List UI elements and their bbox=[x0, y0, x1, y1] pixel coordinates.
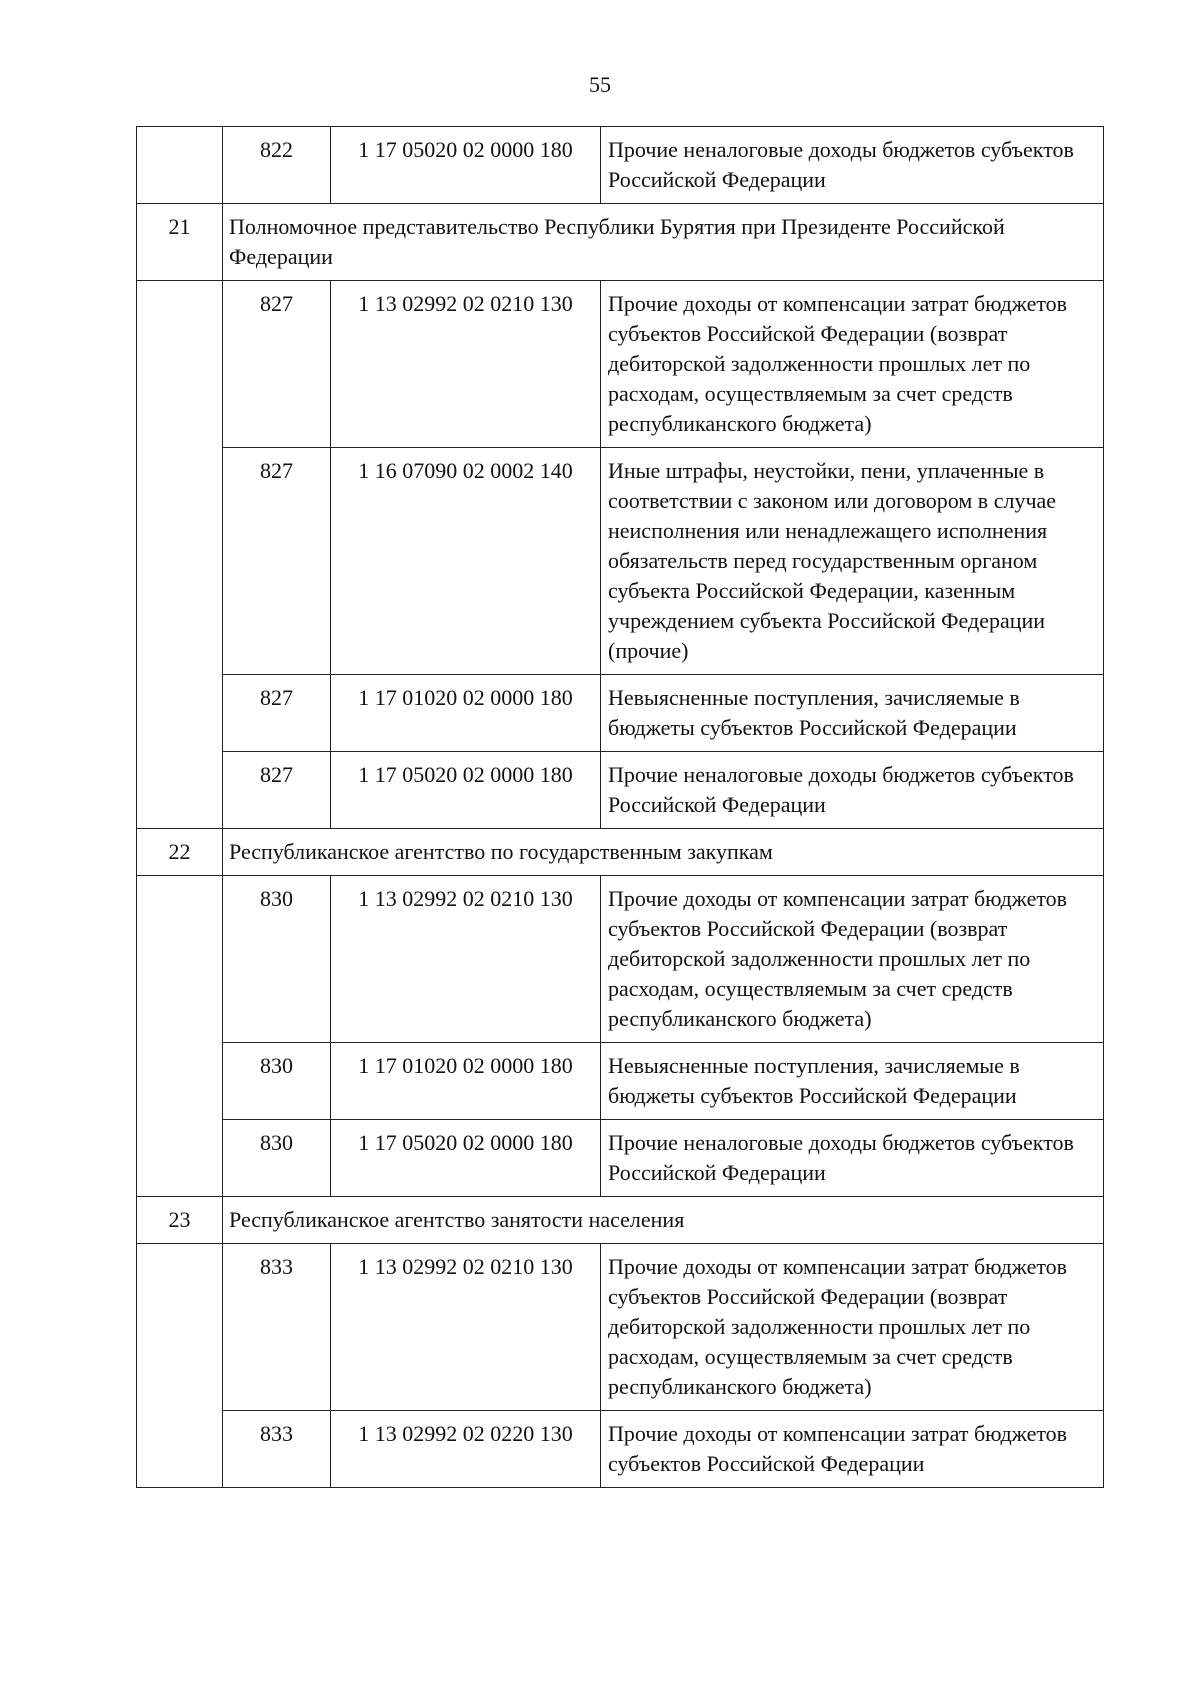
section-title: Республиканское агентство по государственным закупкам bbox=[223, 829, 1104, 876]
revenue-code-cell: 1 13 02992 02 0210 130 bbox=[331, 281, 601, 448]
revenue-name-cell: Прочие доходы от компенсации затрат бюджетов субъектов Российской Федерации (возврат дебиторской задолженности прошлых лет по расходам, осуществляемым за счет средств республиканского бюджета) bbox=[601, 1244, 1104, 1411]
row-number-cell bbox=[137, 281, 223, 448]
row-number-cell bbox=[137, 1244, 223, 1411]
row-number-cell bbox=[137, 1411, 223, 1488]
revenue-name-cell: Прочие неналоговые доходы бюджетов субъектов Российской Федерации bbox=[601, 1120, 1104, 1197]
section-header-row bbox=[137, 204, 1104, 281]
admin-code-cell: 833 bbox=[223, 1411, 331, 1488]
revenue-name-cell: Прочие доходы от компенсации затрат бюджетов субъектов Российской Федерации bbox=[601, 1411, 1104, 1488]
row-number-cell bbox=[137, 1120, 223, 1197]
page-number: 55 bbox=[589, 72, 611, 97]
revenue-table bbox=[136, 126, 1104, 1488]
table-row bbox=[137, 127, 1104, 204]
revenue-name-cell: Прочие доходы от компенсации затрат бюджетов субъектов Российской Федерации (возврат дебиторской задолженности прошлых лет по расходам, осуществляемым за счет средств республиканского бюджета) bbox=[601, 876, 1104, 1043]
admin-code-cell: 833 bbox=[223, 1244, 331, 1411]
section-number: 22 bbox=[137, 829, 223, 876]
table-row bbox=[137, 1244, 1104, 1411]
table-row bbox=[137, 1120, 1104, 1197]
section-number: 23 bbox=[137, 1197, 223, 1244]
table-row bbox=[137, 1043, 1104, 1120]
section-title: Республиканское агентство занятости населения bbox=[223, 1197, 1104, 1244]
admin-code-cell: 827 bbox=[223, 448, 331, 675]
admin-code-cell: 822 bbox=[223, 127, 331, 204]
admin-code-cell: 827 bbox=[223, 675, 331, 752]
section-header-row bbox=[137, 1197, 1104, 1244]
revenue-code-cell: 1 17 05020 02 0000 180 bbox=[331, 127, 601, 204]
section-number: 21 bbox=[137, 204, 223, 281]
revenue-code-cell: 1 17 01020 02 0000 180 bbox=[331, 675, 601, 752]
row-number-cell bbox=[137, 127, 223, 204]
row-number-cell bbox=[137, 448, 223, 675]
revenue-code-cell: 1 17 05020 02 0000 180 bbox=[331, 1120, 601, 1197]
revenue-name-cell: Невыясненные поступления, зачисляемые в бюджеты субъектов Российской Федерации bbox=[601, 1043, 1104, 1120]
row-number-cell bbox=[137, 752, 223, 829]
revenue-code-cell: 1 13 02992 02 0210 130 bbox=[331, 876, 601, 1043]
table-row bbox=[137, 281, 1104, 448]
revenue-name-cell: Невыясненные поступления, зачисляемые в бюджеты субъектов Российской Федерации bbox=[601, 675, 1104, 752]
admin-code-cell: 830 bbox=[223, 876, 331, 1043]
row-number-cell bbox=[137, 876, 223, 1043]
revenue-name-cell: Прочие неналоговые доходы бюджетов субъектов Российской Федерации bbox=[601, 752, 1104, 829]
table-row bbox=[137, 876, 1104, 1043]
revenue-name-cell: Иные штрафы, неустойки, пени, уплаченные в соответствии с законом или договором в случае неисполнения или ненадлежащего исполнения обязательств перед государственным органом субъекта Российской Федерации, казенным учреждением субъекта Российской Федерации (прочие) bbox=[601, 448, 1104, 675]
section-header-row bbox=[137, 829, 1104, 876]
row-number-cell bbox=[137, 1043, 223, 1120]
revenue-code-cell: 1 13 02992 02 0210 130 bbox=[331, 1244, 601, 1411]
revenue-code-cell: 1 16 07090 02 0002 140 bbox=[331, 448, 601, 675]
table-row bbox=[137, 752, 1104, 829]
table-row bbox=[137, 448, 1104, 675]
admin-code-cell: 830 bbox=[223, 1120, 331, 1197]
admin-code-cell: 830 bbox=[223, 1043, 331, 1120]
admin-code-cell: 827 bbox=[223, 281, 331, 448]
row-number-cell bbox=[137, 675, 223, 752]
revenue-code-cell: 1 17 01020 02 0000 180 bbox=[331, 1043, 601, 1120]
section-title: Полномочное представительство Республики Бурятия при Президенте Российской Федерации bbox=[223, 204, 1104, 281]
revenue-code-cell: 1 17 05020 02 0000 180 bbox=[331, 752, 601, 829]
revenue-name-cell: Прочие неналоговые доходы бюджетов субъектов Российской Федерации bbox=[601, 127, 1104, 204]
revenue-code-cell: 1 13 02992 02 0220 130 bbox=[331, 1411, 601, 1488]
revenue-name-cell: Прочие доходы от компенсации затрат бюджетов субъектов Российской Федерации (возврат дебиторской задолженности прошлых лет по расходам, осуществляемым за счет средств республиканского бюджета) bbox=[601, 281, 1104, 448]
table-row bbox=[137, 675, 1104, 752]
admin-code-cell: 827 bbox=[223, 752, 331, 829]
table-row bbox=[137, 1411, 1104, 1488]
